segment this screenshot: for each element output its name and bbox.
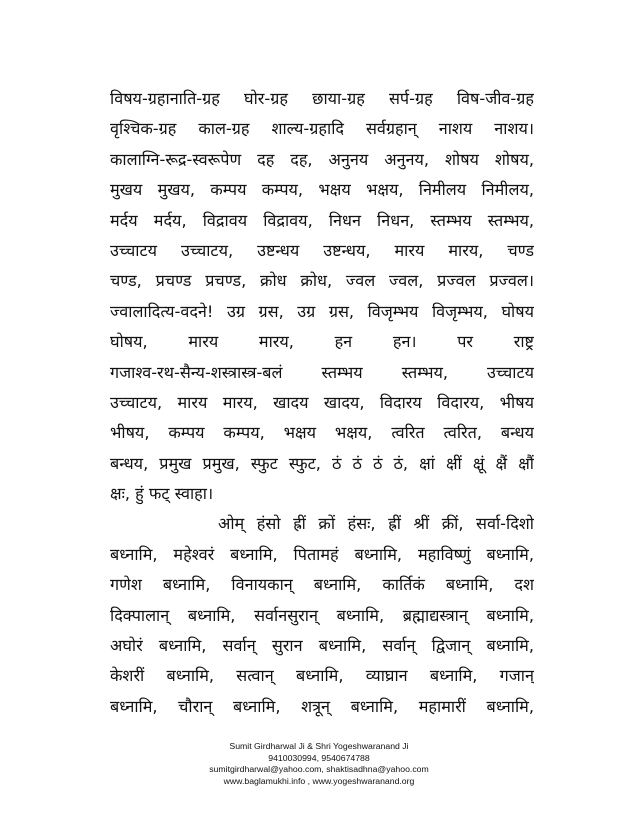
- text-line: केशरीं बध्नामि, सत्वान् बध्नामि, व्याघ्रान बध्नामि, गजान्: [110, 666, 534, 686]
- text-line: वृश्चिक-ग्रह काल-ग्रह शाल्य-ग्रहादि सर्वग्रहान् नाशय नाशय।: [110, 119, 534, 139]
- text-line: दिक्पालान् बध्नामि, सर्वानसुरान् बध्नामि, ब्रह्माद्यस्त्रान् बध्नामि,: [110, 605, 534, 625]
- text-line: गणेश बध्नामि, विनायकान् बध्नामि, कार्तिकं बध्नामि, दश: [110, 575, 534, 595]
- text-line: ज्वालादित्य-वदने! उग्र ग्रस, उग्र ग्रस, विजृम्भय विजृम्भय, घोषय: [110, 301, 534, 321]
- text-line: बन्धय, प्रमुख प्रमुख, स्फुट स्फुट, ठं ठं ठं ठं, क्षां क्षीं क्षूं क्षैं क्षौं: [110, 453, 534, 473]
- text-line: मर्दय मर्दय, विद्रावय विद्रावय, निधन निधन, स्तम्भय स्तम्भय,: [110, 210, 534, 230]
- text-line: गजाश्व-रथ-सैन्य-शस्त्रास्त्र-बलं स्तम्भय स्तम्भय, उच्चाटय: [110, 362, 534, 382]
- footer-phones: 9410030994, 9540674788: [268, 752, 370, 763]
- text-line: घोषय, मारय मारय, हन हन। पर राष्ट्र: [110, 332, 534, 352]
- text-line: क्षः, हुं फट् स्वाहा।: [110, 484, 214, 504]
- footer-authors: Sumit Girdharwal Ji & Shri Yogeshwaranand Ji: [229, 741, 409, 751]
- page-footer: [0, 741, 638, 787]
- text-line: उच्चाटय उच्चाटय, उष्टन्धय उष्टन्धय, मारय मारय, चण्ड: [110, 240, 534, 260]
- text-line: भीषय, कम्पय कम्पय, भक्षय भक्षय, त्वरित त्वरित, बन्धय: [110, 423, 534, 443]
- text-line: कालाग्नि-रूद्र-स्वरूपेण दह दह, अनुनय अनुनय, शोषय शोषय,: [110, 149, 534, 169]
- text-line: उच्चाटय, मारय मारय, खादय खादय, विदारय विदारय, भीषय: [110, 392, 534, 412]
- text-line: अघोरं बध्नामि, सर्वान् सुरान बध्नामि, सर्वान् द्विजान् बध्नामि,: [110, 636, 534, 656]
- footer-emails: sumitgirdharwal@yahoo.com, shaktisadhna@yahoo.com: [209, 764, 429, 775]
- text-line: विषय-ग्रहानाति-ग्रह घोर-ग्रह छाया-ग्रह सर्प-ग्रह विष-जीव-ग्रह: [110, 89, 534, 108]
- mantra-text: [110, 84, 534, 722]
- text-line: बध्नामि, महेश्वरं बध्नामि, पितामहं बध्नामि, महाविष्णुं बध्नामि,: [110, 544, 534, 564]
- text-line: मुखय मुखय, कम्पय कम्पय, भक्षय भक्षय, निमीलय निमीलय,: [110, 180, 534, 200]
- text-line: बध्नामि, चौरान् बध्नामि, शत्रून् बध्नामि, महामारीं बध्नामि,: [110, 696, 534, 716]
- footer-websites: www.baglamukhi.info , www.yogeshwaranand.org: [223, 775, 415, 786]
- text-line: ओम् हंसो ह्रीं क्रों हंसः, ह्रीं श्रीं क्रीं, सर्वा-दिशो: [218, 514, 534, 534]
- text-line: चण्ड, प्रचण्ड प्रचण्ड, क्रोध क्रोध, ज्वल ज्वल, प्रज्वल प्रज्वल।: [110, 271, 534, 291]
